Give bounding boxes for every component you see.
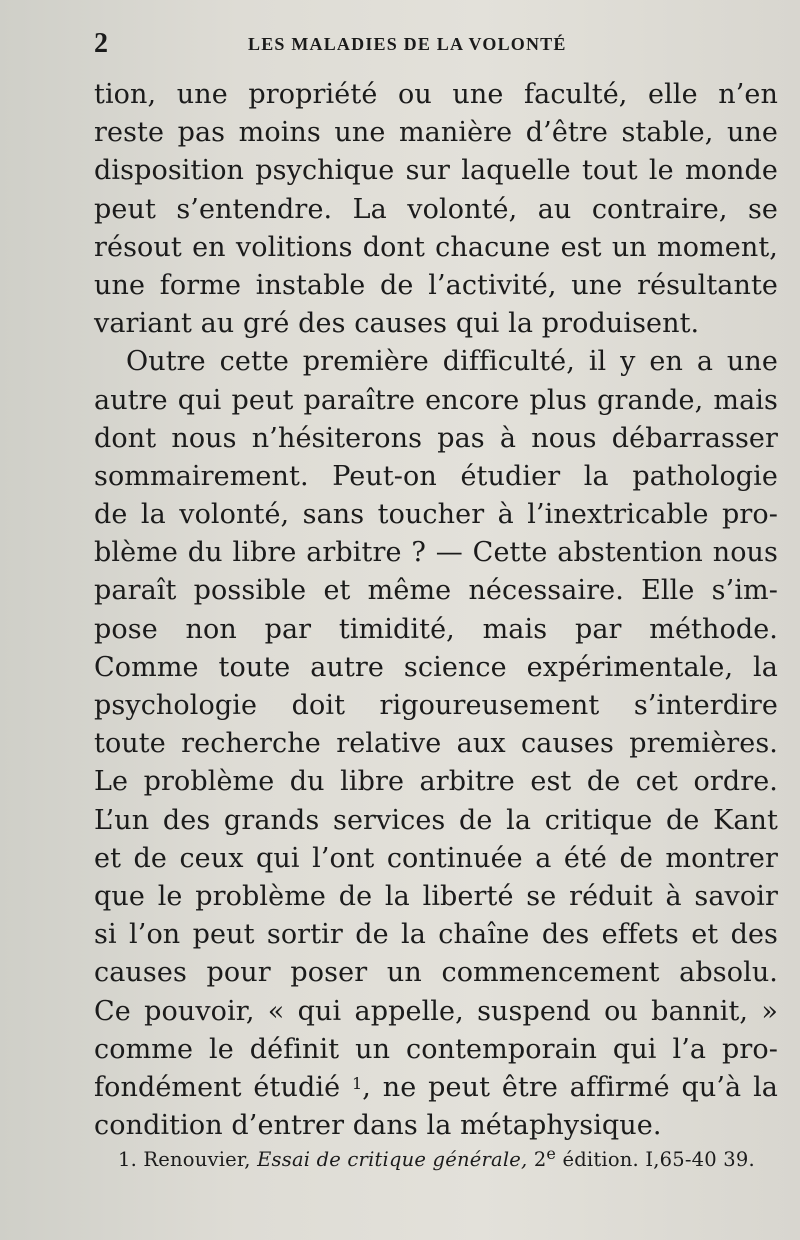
footnote-number: 1.: [118, 1148, 138, 1171]
text-line: Comme toute autre science expérimentale, la: [94, 651, 778, 683]
body-text: [94, 76, 778, 1145]
text-line: blème du libre arbitre ? — Cette abstention nous: [94, 537, 778, 569]
text-line: toute recherche relative aux causes premières.: [94, 728, 778, 760]
text-line: Ce pouvoir, « qui appelle, suspend ou bannit, »: [94, 995, 778, 1027]
text-line: Outre cette première difficulté, il y en a une: [126, 346, 778, 378]
text-line: autre qui peut paraître encore plus grande, mais: [94, 384, 778, 416]
text-fragment: , ne peut être affirmé qu’à la: [362, 1071, 779, 1103]
text-line: disposition psychique sur laquelle tout le monde: [94, 155, 778, 187]
text-line: une forme instable de l’activité, une résultante: [94, 269, 778, 301]
text-line: condition d’entrer dans la métaphysique.: [94, 1110, 662, 1142]
text-line: causes pour poser un commencement absolu.: [94, 957, 778, 989]
text-line: de la volonté, sans toucher à l’inextricable pro-: [94, 499, 778, 531]
footnote-edition-rest: édition. I,65-40 39.: [562, 1148, 755, 1171]
text-line: résout en volitions dont chacune est un moment,: [94, 231, 778, 263]
text-line: variant au gré des causes qui la produisent.: [94, 308, 700, 340]
text-line: Le problème du libre arbitre est de cet ordre.: [94, 766, 778, 798]
footnote: [118, 1144, 778, 1171]
text-line: que le problème de la liberté se réduit à savoir: [94, 880, 778, 912]
text-fragment: fondément étudié: [94, 1071, 341, 1103]
text-line: L’un des grands services de la critique de Kant: [94, 804, 778, 836]
text-line: sommairement. Peut-on étudier la pathologie: [94, 460, 778, 492]
text-line-with-footnote: [94, 1069, 778, 1107]
text-line: reste pas moins une manière d’être stable, une: [94, 117, 778, 149]
footnote-marker: 1: [351, 1073, 363, 1093]
page-number: 2: [94, 28, 108, 59]
text-line: paraît possible et même nécessaire. Elle s’im-: [94, 575, 778, 607]
footnote-edition-number: 2: [533, 1148, 547, 1171]
footnote-author: Renouvier,: [143, 1148, 251, 1171]
running-head: [94, 28, 694, 62]
text-line: et de ceux qui l’ont continuée a été de montrer: [94, 842, 778, 874]
text-line: pose non par timidité, mais par méthode.: [94, 613, 778, 645]
running-title: LES MALADIES DE LA VOLONTÉ: [248, 34, 567, 54]
text-line: psychologie doit rigoureusement s’interdire: [94, 690, 778, 721]
footnote-edition-superscript: e: [546, 1144, 557, 1163]
text-line: dont nous n’hésiterons pas à nous débarrasser: [94, 422, 778, 454]
footnote-title: Essai de critique générale,: [257, 1148, 528, 1171]
text-line: tion, une propriété ou une faculté, elle n’en: [94, 79, 778, 110]
text-line: comme le définit un contemporain qui l’a pro-: [94, 1033, 778, 1065]
text-line: si l’on peut sortir de la chaîne des effets et des: [94, 919, 778, 951]
text-line: peut s’entendre. La volonté, au contraire, se: [94, 193, 778, 225]
